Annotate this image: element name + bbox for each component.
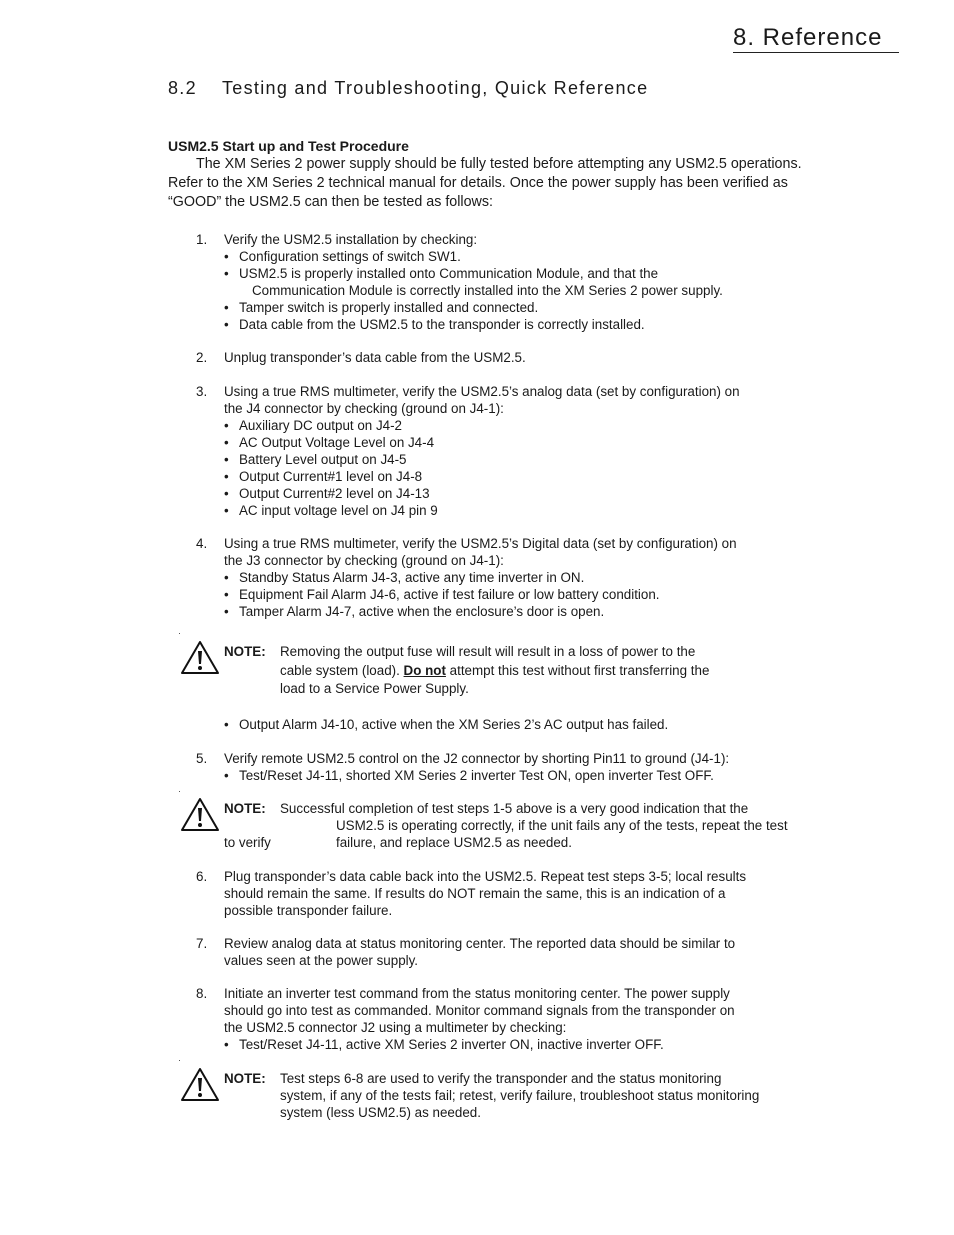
step-number: 3.	[196, 384, 208, 399]
note-text: Successful completion of test steps 1-5 above is a very good indication that the	[280, 801, 749, 816]
procedure-title: USM2.5 Start up and Test Procedure	[168, 138, 409, 154]
step-number: 5.	[196, 751, 208, 766]
step-6	[196, 868, 816, 919]
margin-mark	[179, 633, 180, 634]
section-title: Testing and Troubleshooting, Quick Reference	[222, 78, 649, 98]
step-text: the USM2.5 connector J2 using a multimeter by checking:	[224, 1020, 567, 1035]
note-text: system (less USM2.5) as needed.	[280, 1105, 481, 1120]
step-number: 4.	[196, 536, 208, 551]
note-text: USM2.5 is operating correctly, if the unit fails any of the tests, repeat the test	[336, 818, 788, 833]
bullet-item: • Auxiliary DC output on J4-2	[224, 417, 816, 434]
bullet-item: • Test/Reset J4-11, active XM Series 2 inverter ON, inactive inverter OFF.	[224, 1036, 816, 1053]
step-text: Using a true RMS multimeter, verify the USM2.5’s Digital data (set by configuration) on	[224, 536, 737, 551]
bullet-continuation: Communication Module is correctly installed into the XM Series 2 power supply.	[252, 283, 723, 298]
bullet-item: • Test/Reset J4-11, shorted XM Series 2 inverter Test ON, open inverter Test OFF.	[224, 767, 816, 784]
step-text: values seen at the power supply.	[224, 953, 419, 968]
bullet-item: • Data cable from the USM2.5 to the transponder is correctly installed.	[224, 316, 816, 333]
step-number: 7.	[196, 936, 208, 951]
step-text: the J4 connector by checking (ground on J4-1):	[224, 401, 504, 416]
bullet-item: • Tamper Alarm J4-7, active when the enclosure’s door is open.	[224, 603, 816, 620]
step-text: Unplug transponder’s data cable from the USM2.5.	[224, 350, 526, 365]
bullet-item: • Output Current#2 level on J4-13	[224, 485, 816, 502]
bullet-item: • Battery Level output on J4-5	[224, 451, 816, 468]
step-text: should go into test as commanded. Monitor command signals from the transponder on	[224, 1003, 735, 1018]
intro-line: “GOOD” the USM2.5 can then be tested as follows:	[168, 194, 494, 210]
step-2	[196, 349, 816, 366]
procedure-intro	[168, 155, 858, 212]
step-text: should remain the same. If results do NOT remain the same, this is an indication of a	[224, 886, 726, 901]
section-heading	[168, 78, 648, 99]
note-text-line	[280, 662, 709, 679]
note-text: cable system (load).	[280, 663, 404, 678]
note-text: attempt this test without first transferring the	[445, 663, 710, 678]
chapter-header: 8. Reference	[733, 24, 899, 53]
step-5	[196, 750, 816, 784]
step-1	[196, 231, 816, 333]
step-number: 6.	[196, 869, 208, 884]
note-text: system, if any of the tests fail; retest, verify failure, troubleshoot status monitoring	[280, 1088, 760, 1103]
step-text: the J3 connector by checking (ground on J4-1):	[224, 553, 504, 568]
step-number: 2.	[196, 350, 208, 365]
step-text: Using a true RMS multimeter, verify the USM2.5’s analog data (set by configuration) on	[224, 384, 740, 399]
bullet-item: • USM2.5 is properly installed onto Communication Module, and that the	[224, 265, 816, 282]
note-text: to verify	[224, 835, 271, 850]
section-number: 8.2	[168, 78, 197, 98]
step-text: Verify remote USM2.5 control on the J2 connector by shorting Pin11 to ground (J4-1):	[224, 751, 730, 766]
step-number: 1.	[196, 232, 208, 247]
note-emphasis: Do not	[403, 663, 446, 678]
bullet-item: • Standby Status Alarm J4-3, active any time inverter in ON.	[224, 569, 816, 586]
note-text: Test steps 6-8 are used to verify the transponder and the status monitoring	[280, 1071, 722, 1086]
step-3	[196, 383, 816, 519]
note-text: load to a Service Power Supply.	[280, 681, 469, 696]
bullet-item: • Tamper switch is properly installed and connected.	[224, 299, 816, 316]
step-text: Plug transponder’s data cable back into the USM2.5. Repeat test steps 3-5; local results	[224, 869, 747, 884]
note-label: NOTE:	[224, 1071, 266, 1086]
step-text: possible transponder failure.	[224, 903, 393, 918]
note-label: NOTE:	[224, 644, 266, 659]
note-text: Removing the output fuse will result will result in a loss of power to the	[280, 644, 696, 659]
warning-icon	[180, 796, 220, 832]
warning-icon	[180, 1066, 220, 1102]
bullet-item: • Output Alarm J4-10, active when the XM Series 2’s AC output has failed.	[224, 716, 816, 733]
note-label: NOTE:	[224, 801, 266, 816]
step-7	[196, 935, 816, 969]
bullet-item: • AC input voltage level on J4 pin 9	[224, 502, 816, 519]
margin-mark	[179, 1060, 180, 1061]
warning-icon	[180, 639, 220, 675]
note-text: failure, and replace USM2.5 as needed.	[336, 835, 572, 850]
step-text: Review analog data at status monitoring center. The reported data should be similar to	[224, 936, 736, 951]
step-text: Verify the USM2.5 installation by checking:	[224, 232, 478, 247]
bullet-item: • Equipment Fail Alarm J4-6, active if test failure or low battery condition.	[224, 586, 816, 603]
step-4	[196, 535, 816, 620]
intro-line: The XM Series 2 power supply should be fully tested before attempting any USM2.5 operations.	[196, 156, 802, 172]
margin-mark	[179, 791, 180, 792]
bullet-item: • Output Current#1 level on J4-8	[224, 468, 816, 485]
bullet-item: • Configuration settings of switch SW1.	[224, 248, 816, 265]
step-text: Initiate an inverter test command from the status monitoring center. The power supply	[224, 986, 730, 1001]
step-4-extra-bullet	[196, 716, 816, 733]
step-number: 8.	[196, 986, 208, 1001]
step-8	[196, 985, 816, 1053]
intro-line: Refer to the XM Series 2 technical manual for details. Once the power supply has been verified as	[168, 175, 788, 191]
bullet-item: • AC Output Voltage Level on J4-4	[224, 434, 816, 451]
